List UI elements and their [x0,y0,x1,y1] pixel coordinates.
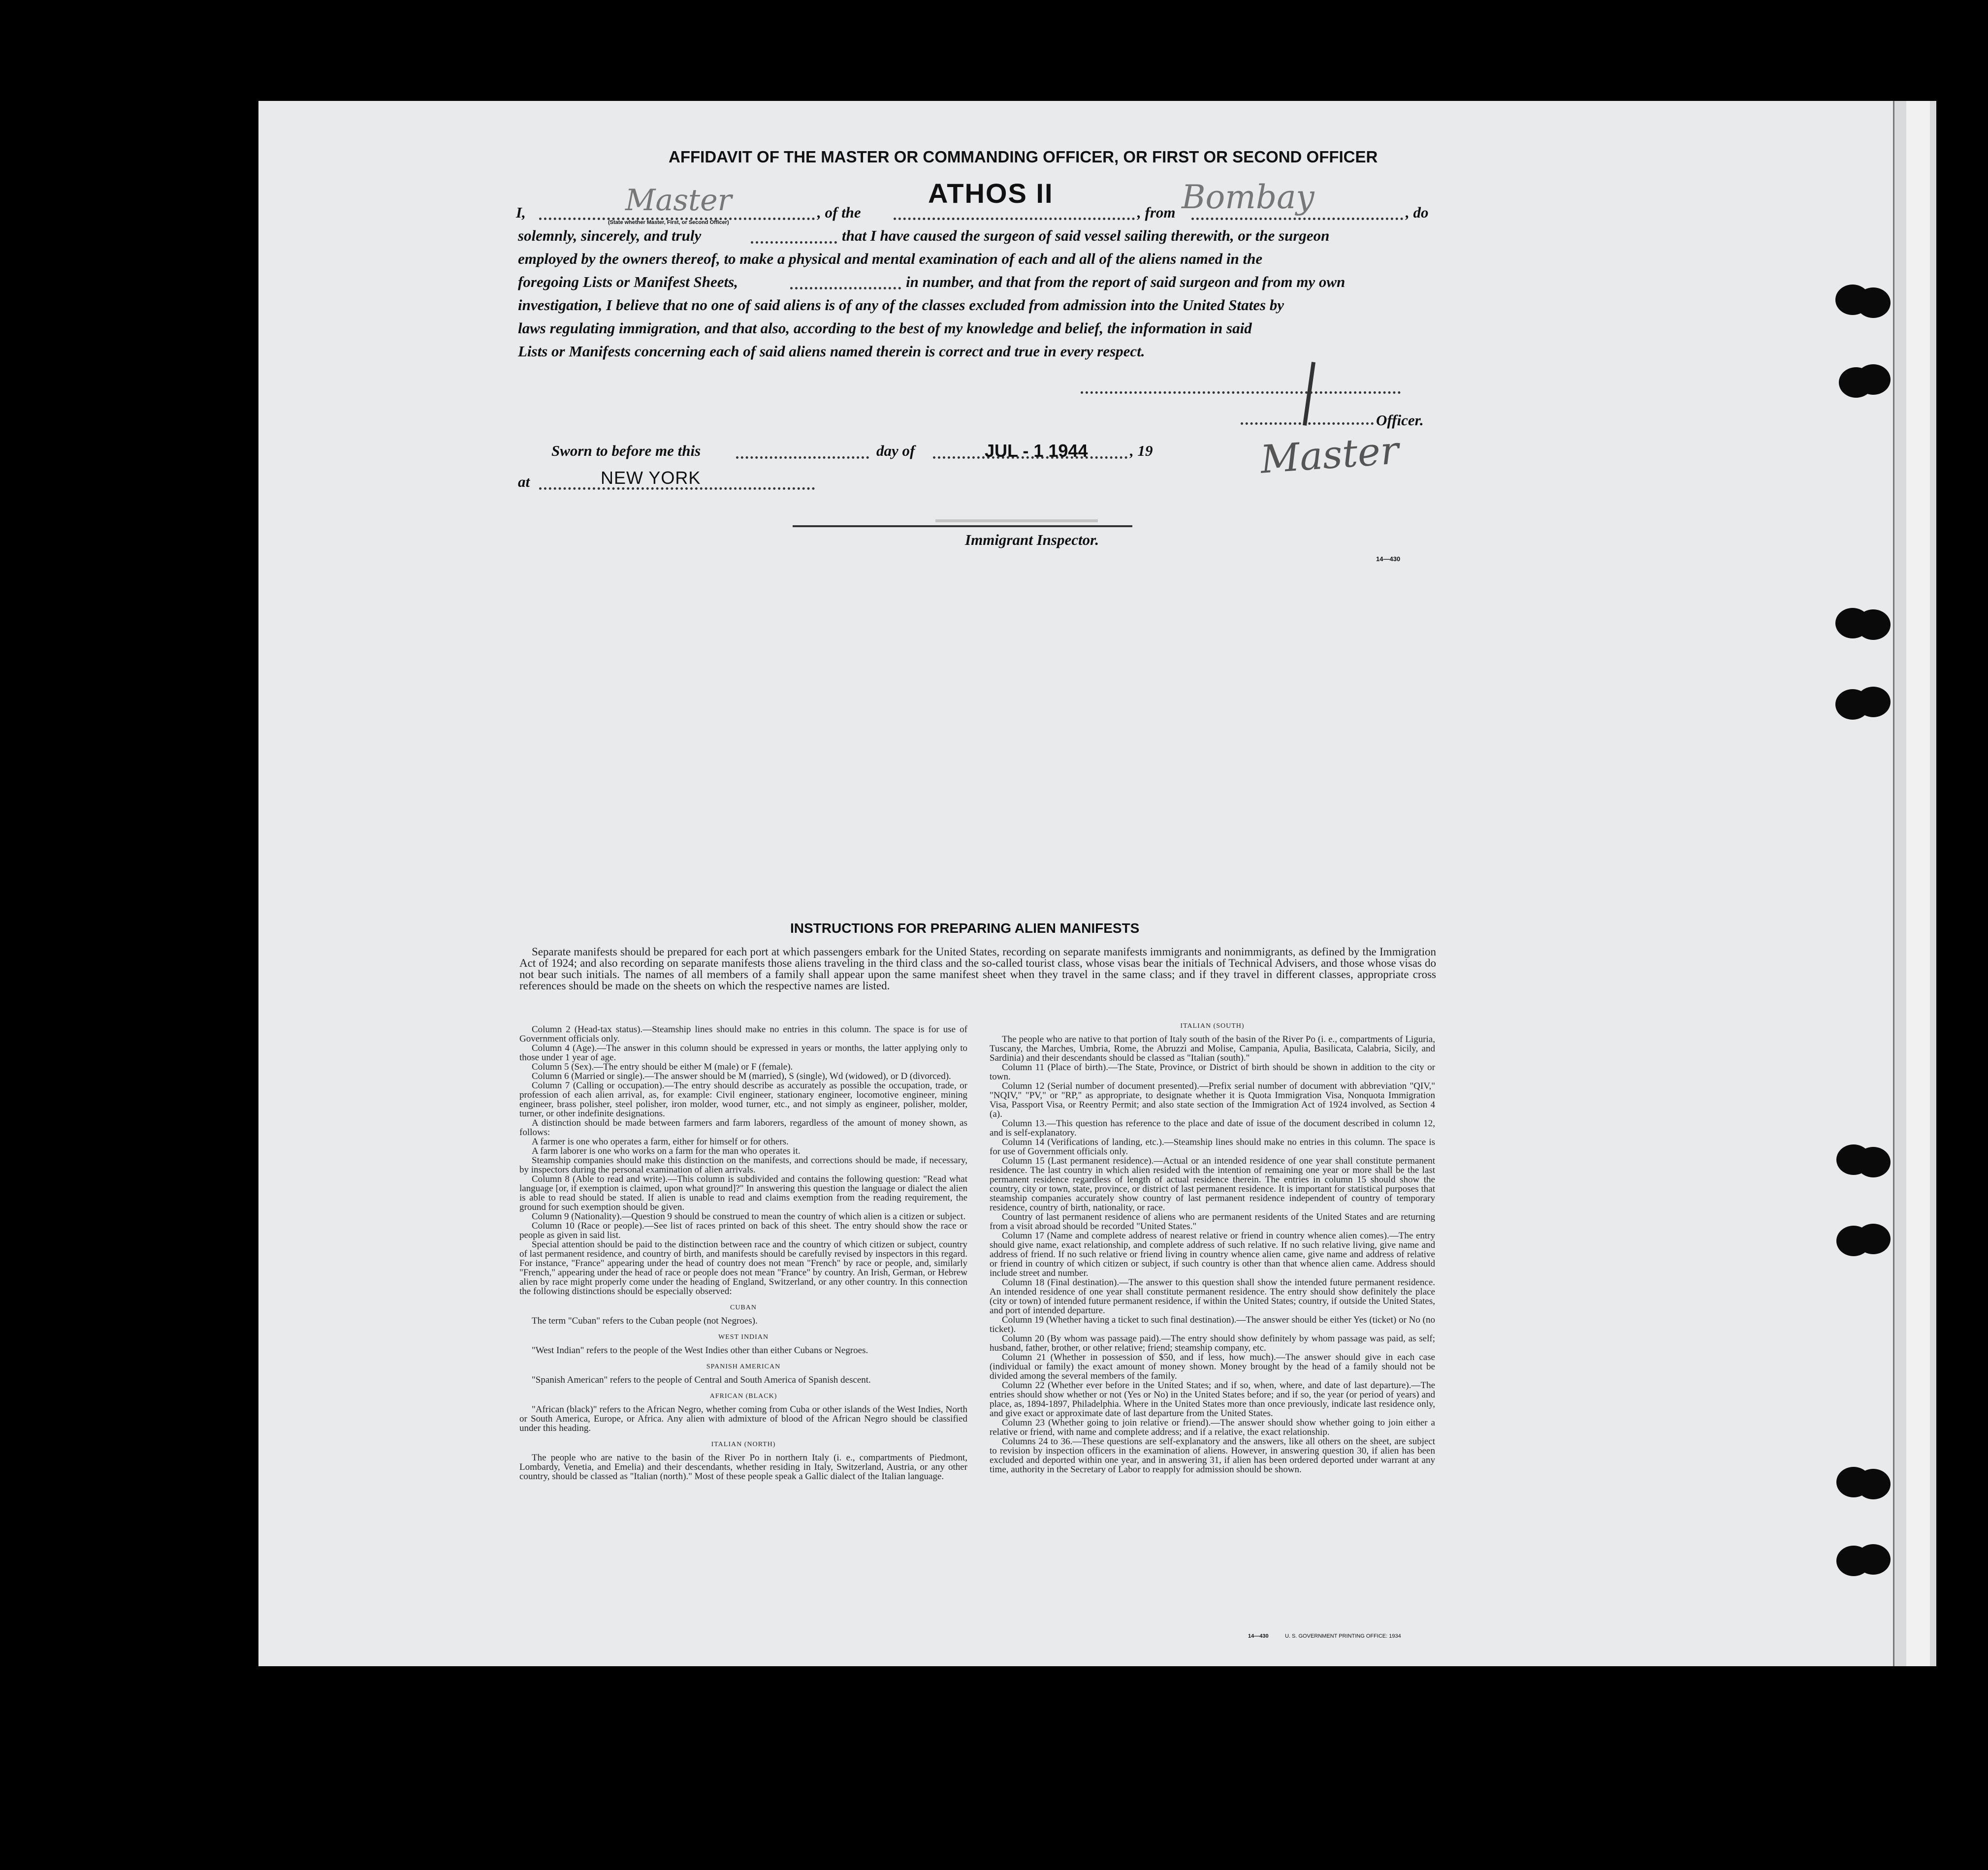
binder-hole [1856,1469,1891,1499]
form-number: 14—430 [1376,555,1401,563]
paragraph: Column 10 (Race or people).—See list of races printed on back of this sheet. The entry should show the race or people as given in said list. [519,1221,967,1240]
officer-line [1241,422,1374,425]
paragraph-african: "African (black)" refers to the African Negro, whether coming from Cuba or other islands of the West Indies, North or South America, Europe, or Africa. Any alien with admixture of blood of the African Negro should be classified under this heading. [519,1404,967,1433]
affidavit-line2a: solemnly, sincerely, and truly [518,227,702,244]
date-stamp: JUL - 1 1944 [985,441,1088,461]
vessel-stamp: ATHOS II [928,178,1054,209]
binder-hole [1856,609,1891,640]
affidavit-line3: employed by the owners thereof, to make a physical and mental examination of each and all of the aliens named in the [518,250,1263,267]
paragraph: Steamship companies should make this distinction on the manifests, and corrections should be made, if necessary, by inspectors during the personal examination of alien arrivals. [519,1155,967,1175]
year-label: , 19 [1130,442,1153,459]
paragraph: Column 17 (Name and complete address of nearest relative or friend in country whence alien comes).—The entry should give name, exact relationship, and complete address of such relative. If no such relative living, give name and address of friend. If no such relative or friend living in country whence alien came, give name and address of relative or friend in country of which citizen or subject, if such country is other than that whence alien came. Address should include street and number. [990,1231,1435,1278]
paragraph-cuban: The term "Cuban" refers to the Cuban people (not Negroes). [532,1316,758,1326]
paragraph: Country of last permanent residence of aliens who are permanent residents of the United States and are returning from a visit abroad should be recorded "United States." [990,1212,1435,1232]
inspector-signature-stamp [935,495,1098,522]
rank-note: (State whether Master, First, or Second Officer) [608,220,729,225]
paragraph: Column 5 (Sex).—The entry should be either M (male) or F (female). [532,1062,793,1072]
day-of-label: day of [876,442,915,459]
subheading-italian-south: ITALIAN (SOUTH) [1180,1022,1245,1030]
paragraph: Column 9 (Nationality).—Question 9 should be construed to mean the country of which alien is a citizen or subject. [532,1211,966,1222]
paragraph: Column 23 (Whether going to join relative or friend).—The answer should show whether going to join either a relative or friend, with name and complete address; and if a relative, the exact relationship. [990,1418,1435,1437]
page-edge-strip-inner [1906,101,1930,1666]
paragraph: Columns 24 to 36.—These questions are self-explanatory and the answers, like all others on the sheet, are subject to revision by inspection officers in the examination of aliens. However, in answering question 30, if alien has been excluded and deported within one year, and in answering 31, if alien has been ordered deported under warrant at any time, authority in the Secretary of Labor to reapply for admission should be shown. [990,1436,1435,1475]
paragraph: Column 4 (Age).—The answer in this column should be expressed in years or months, the latter applying only to those under 1 year of age. [519,1043,967,1063]
paragraph-italian-north: The people who are native to the basin of the River Po in northern Italy (i. e., compartments of Piedmont, Lombardy, Venetia, and Emelia) and their descendants, whether residing in Italy, Switzerland, Austria, or any other country, should be classed as "Italian (north)." Most of these people speak a Gallic dialect of the Italian language. [519,1453,967,1482]
binder-hole [1856,1147,1891,1177]
paragraph: Column 13.—This question has reference to the place and date of issue of the document described in column 12, and is self-explanatory. [990,1118,1435,1138]
paragraph: A farmer is one who operates a farm, either for himself or for others. [532,1137,789,1147]
subheading-west-indian: WEST INDIAN [718,1333,769,1341]
footer-printer: U. S. GOVERNMENT PRINTING OFFICE: 1934 [1285,1633,1401,1639]
at-label: at [518,473,530,490]
subheading-spanish-american: SPANISH AMERICAN [706,1363,781,1370]
paragraph: Column 20 (By whom was passage paid).—The entry should show definitely by whom passage was paid, as self; husband, father, brother, or other relative; friend; steamship company, etc. [990,1333,1435,1353]
paragraph: Column 14 (Verifications of landing, etc.).—Steamship lines should make no entries in this column. The space is for use of Government officials only. [990,1137,1435,1157]
blank-line [751,241,837,244]
of-the-label: , of the [817,204,861,221]
subheading-cuban: CUBAN [730,1304,757,1311]
signature-line [1081,391,1401,394]
subheading-italian-north: ITALIAN (NORTH) [711,1441,776,1448]
sworn-label: Sworn to before me this [551,442,701,459]
paragraph: Column 11 (Place of birth).—The State, Province, or District of birth should be shown in addition to the city or town. [990,1062,1435,1082]
affidavit-line6: laws regulating immigration, and that also, according to the best of my knowledge and belief, the information in said [518,319,1252,337]
affidavit-line7: Lists or Manifests concerning each of said aliens named therein is correct and true in every respect. [518,343,1145,360]
do-label: , do [1406,204,1429,221]
i-label: I, [516,204,526,221]
handwritten-signature: Master [1259,428,1400,482]
paragraph: Column 7 (Calling or occupation).—The entry should describe as accurately as possible the occupation, trade, or profession of each alien arrival, as, for example: Civil engineer, stationary engineer, locomotive engineer, mining engineer, brass polisher, steel polisher, iron molder, wood turner, etc., and not simply as engineer, polisher, molder, turner, or other indefinite designations. [519,1080,967,1119]
instructions-right-column [990,1021,1435,1474]
port-blank [1191,218,1403,220]
instructions-intro [519,946,1436,991]
blank-line [790,287,901,289]
paragraph: Column 22 (Whether ever before in the United States; and if so, when, where, and date of last departure).—The entries should show whether or not (Yes or No) in the United States before; and if so, the year (or period of years) and place, as, 1894-1897, Philadelphia. Where in the United States more than once previously, indicate last residence only, and give exact or approximate date of last departure from the United States. [990,1380,1435,1419]
binder-hole [1856,1544,1891,1575]
affidavit-line5: investigation, I believe that no one of said aliens is of any of the classes excluded from admission into the United States by [518,296,1284,314]
from-label: , from [1137,204,1176,221]
affidavit-line4a: foregoing Lists or Manifest Sheets, [518,273,738,290]
paragraph: Column 2 (Head-tax status).—Steamship lines should make no entries in this column. The space is for use of Government officials only. [519,1024,967,1044]
binder-hole [1856,1224,1891,1254]
vessel-blank [894,218,1135,220]
intro-paragraph: Separate manifests should be prepared for each port at which passengers embark for the United States, recording on separate manifests immigrants and nonimmigrants, as defined by the Immigration Act of 1924; and also recording on separate manifests those aliens traveling in the third class and the so-called tourist class, whose visas bear the initials of Technical Advisers, and those whose visas do not bear such initials. The names of all members of a family shall appear upon the same manifest sheet when they travel in the same class; and if they travel in different classes, appropriate cross references should be made on the sheets on which the respective names are listed. [519,946,1436,992]
subheading-african: AFRICAN (BLACK) [709,1393,777,1400]
paragraph-west-indian: "West Indian" refers to the people of the West Indies other than either Cubans or Negroes. [532,1345,868,1356]
paragraph-spanish-american: "Spanish American" refers to the people of Central and South America of Spanish descent. [532,1375,871,1385]
paragraph: Column 12 (Serial number of document presented).—Prefix serial number of document with abbreviation "QIV," "NQIV," "PV," or "RP," as appropriate, to designate whether it is Quota Immigration Visa, Nonquota Immigration Visa, Passport Visa, or Reentry Permit; and also state section of the Immigration Act of 1924 involved, as Section 4 (a). [990,1081,1435,1119]
binder-hole [1856,364,1891,395]
handwritten-port: Bombay [1182,178,1315,216]
paragraph: The people who are native to that portion of Italy south of the basin of the River Po (i. e., compartments of Liguria, Tuscany, the Marches, Umbria, Rome, the Abruzzi and Molise, Campania, Apulia, Basilicata, Calabria, Sicily, and Sardinia) and their descendants should be classed as "Italian (south)." [990,1034,1435,1063]
binder-hole [1856,287,1891,318]
place-stamp: NEW YORK [601,468,701,488]
binder-hole [1856,687,1891,717]
paragraph: Column 21 (Whether in possession of $50, and if less, how much).—The answer should give in each case (individual or family) the exact amount of money shown. Money brought by the head of a family should not be divided among the several members of the family. [990,1352,1435,1381]
handwritten-rank: Master [625,183,732,218]
instructions-title: INSTRUCTIONS FOR PREPARING ALIEN MANIFESTS [790,920,1140,936]
paragraph: Special attention should be paid to the distinction between race and the country of which citizen or subject, country of last permanent residence, and country of birth, and manifests should be carefully revised by inspectors in this regard. For instance, "France" appearing under the head of country does not mean "French" by race or people, and, similarly "French," appearing under the head of race or people does not mean "France" by country. An Irish, German, or Hebrew alien by race might properly come under the heading of England, Switzerland, or any other country. In this connection the following distinctions should be especially observed: [519,1239,967,1297]
paragraph: Column 8 (Able to read and write).—This column is subdivided and contains the following question: "Read what language [or, if exemption is claimed, upon what ground]?" In answering this question the language or dialect the alien is able to read should be stated. If alien is unable to read and claims exemption from the reading requirement, the ground for such exemption should be given. [519,1174,967,1212]
affidavit-heading: AFFIDAVIT OF THE MASTER OR COMMANDING OFFICER, OR FIRST OR SECOND OFFICER [669,148,1378,166]
inspector-line [793,525,1132,527]
paragraph: Column 19 (Whether having a ticket to such final destination).—The answer should be either Yes (ticket) or No (no ticket). [990,1315,1435,1334]
paragraph: A farm laborer is one who works on a farm for the man who operates it. [532,1146,801,1156]
paragraph: Column 6 (Married or single).—The answer should be M (married), S (single), Wd (widowed), or D (divorced). [532,1071,951,1081]
affidavit-line2b: that I have caused the surgeon of said vessel sailing therewith, or the surgeon [842,227,1330,244]
instructions-left-column [519,1025,967,1481]
paragraph: Column 15 (Last permanent residence).—Actual or an intended residence of one year shall constitute permanent residence. The last country in which alien resided with the intention of remaining one year or more shall be the last permanent residence regardless of length of actual residence therein. The entries in column 15 should show the country, city or town, state, province, or district of last permanent residence. It is important for statistical purposes that steamship companies accurately show country of last permanent residence independent of country of temporary residence, country of birth, nationality, or race. [990,1156,1435,1213]
footer-form-number: 14—430 [1248,1633,1269,1639]
officer-label: Officer. [1376,412,1424,429]
affidavit-line4b: in number, and that from the report of said surgeon and from my own [906,273,1346,290]
paragraph: A distinction should be made between farmers and farm laborers, regardless of the amount of money shown, as follows: [519,1118,967,1138]
day-blank [736,456,869,459]
paragraph: Column 18 (Final destination).—The answer to this question shall show the intended future permanent residence. An intended residence of one year shall constitute permanent residence. The entry should show definitely the place (city or town) of intended future permanent residence, if within the United States; country, if outside the United States, and port of intended departure. [990,1277,1435,1316]
inspector-label: Immigrant Inspector. [965,531,1099,548]
